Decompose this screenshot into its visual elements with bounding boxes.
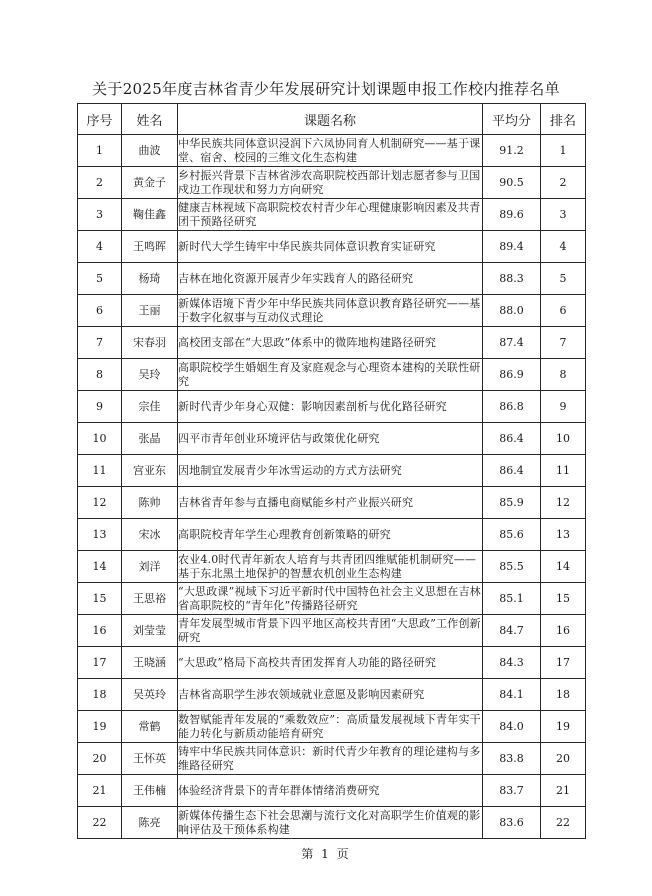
cell-topic: 新时代大学生铸牢中华民族共同体意识教育实证研究 (178, 231, 483, 263)
table-row (78, 679, 586, 711)
table-row (78, 647, 586, 679)
cell-topic: 吉林省青年参与直播电商赋能乡村产业振兴研究 (178, 487, 483, 519)
cell-rank: 5 (541, 263, 586, 295)
cell-no: 5 (78, 263, 122, 295)
cell-rank: 10 (541, 423, 586, 455)
cell-rank: 17 (541, 647, 586, 679)
cell-score: 85.6 (483, 519, 541, 551)
cell-score: 87.4 (483, 327, 541, 359)
table-row (78, 295, 586, 327)
cell-topic: 新媒体语境下青少年中华民族共同体意识教育路径研究——基于数字化叙事与互动仪式理论 (178, 295, 483, 327)
cell-rank: 7 (541, 327, 586, 359)
table-row (78, 743, 586, 775)
cell-name: 刘莹莹 (122, 615, 178, 647)
table-row (78, 807, 586, 839)
table-row (78, 519, 586, 551)
cell-rank: 21 (541, 775, 586, 807)
table-row (78, 167, 586, 199)
table-header-row (78, 104, 586, 135)
cell-no: 12 (78, 487, 122, 519)
cell-name: 宗佳 (122, 391, 178, 423)
header-rank: 排名 (541, 104, 586, 135)
cell-topic: 新媒体传播生态下社会思潮与流行文化对高职学生价值观的影响评估及干预体系构建 (178, 807, 483, 839)
cell-rank: 3 (541, 199, 586, 231)
table-body (78, 135, 586, 839)
cell-score: 88.0 (483, 295, 541, 327)
table-row (78, 263, 586, 295)
cell-score: 90.5 (483, 167, 541, 199)
cell-name: 陈亮 (122, 807, 178, 839)
cell-score: 84.3 (483, 647, 541, 679)
cell-score: 84.1 (483, 679, 541, 711)
cell-topic: 农业4.0时代青年新农人培育与共青团四维赋能机制研究——基于东北黑土地保护的智慧农机创业生态构建 (178, 551, 483, 583)
table-row (78, 775, 586, 807)
cell-name: 刘洋 (122, 551, 178, 583)
cell-score: 86.4 (483, 423, 541, 455)
cell-no: 3 (78, 199, 122, 231)
cell-rank: 1 (541, 135, 586, 167)
header-topic: 课题名称 (178, 104, 483, 135)
cell-topic: 铸牢中华民族共同体意识：新时代青少年教育的理论建构与多维路径研究 (178, 743, 483, 775)
table-row (78, 487, 586, 519)
cell-rank: 9 (541, 391, 586, 423)
cell-rank: 13 (541, 519, 586, 551)
header-name: 姓名 (122, 104, 178, 135)
cell-name: 陈帅 (122, 487, 178, 519)
cell-score: 85.5 (483, 551, 541, 583)
table-row (78, 135, 586, 167)
cell-no: 15 (78, 583, 122, 615)
cell-name: 宋冰 (122, 519, 178, 551)
cell-no: 21 (78, 775, 122, 807)
cell-name: 曲波 (122, 135, 178, 167)
cell-name: 黄金子 (122, 167, 178, 199)
cell-topic: 吉林在地化资源开展青少年实践育人的路径研究 (178, 263, 483, 295)
cell-no: 2 (78, 167, 122, 199)
cell-name: 王怀英 (122, 743, 178, 775)
cell-rank: 2 (541, 167, 586, 199)
cell-topic: 体验经济背景下的青年群体情绪消费研究 (178, 775, 483, 807)
table-row (78, 391, 586, 423)
cell-no: 20 (78, 743, 122, 775)
cell-score: 84.0 (483, 711, 541, 743)
cell-rank: 16 (541, 615, 586, 647)
cell-rank: 12 (541, 487, 586, 519)
cell-topic: 健康吉林视域下高职院校农村青少年心理健康影响因素及共青团干预路径研究 (178, 199, 483, 231)
cell-name: 吴英玲 (122, 679, 178, 711)
cell-topic: 新时代青少年身心双健：影响因素剖析与优化路径研究 (178, 391, 483, 423)
cell-name: 常鹤 (122, 711, 178, 743)
table-row (78, 199, 586, 231)
table-row (78, 359, 586, 391)
cell-score: 86.4 (483, 455, 541, 487)
cell-no: 18 (78, 679, 122, 711)
cell-no: 14 (78, 551, 122, 583)
document-title: 关于2025年度吉林省青少年发展研究计划课题申报工作校内推荐名单 (92, 80, 560, 98)
cell-rank: 15 (541, 583, 586, 615)
cell-score: 83.7 (483, 775, 541, 807)
page-number: 第 1 页 (301, 847, 351, 861)
cell-score: 91.2 (483, 135, 541, 167)
cell-no: 19 (78, 711, 122, 743)
cell-topic: 数智赋能青年发展的“乘数效应”：高质量发展视域下青年实干能力转化与新质动能培育研究 (178, 711, 483, 743)
table-row (78, 231, 586, 263)
cell-score: 83.8 (483, 743, 541, 775)
cell-no: 1 (78, 135, 122, 167)
cell-topic: 因地制宜发展青少年冰雪运动的方式方法研究 (178, 455, 483, 487)
cell-topic: 高职院校学生婚姻生育及家庭观念与心理资本建构的关联性研究 (178, 359, 483, 391)
cell-name: 王丽 (122, 295, 178, 327)
cell-no: 22 (78, 807, 122, 839)
recommendation-table (77, 103, 586, 839)
cell-name: 王晓涵 (122, 647, 178, 679)
header-score: 平均分 (483, 104, 541, 135)
table-row (78, 455, 586, 487)
table-row (78, 423, 586, 455)
cell-name: 鞠佳鑫 (122, 199, 178, 231)
cell-no: 16 (78, 615, 122, 647)
cell-no: 8 (78, 359, 122, 391)
cell-topic: 吉林省高职学生涉农领域就业意愿及影响因素研究 (178, 679, 483, 711)
cell-rank: 4 (541, 231, 586, 263)
table-row (78, 327, 586, 359)
cell-rank: 20 (541, 743, 586, 775)
cell-name: 张晶 (122, 423, 178, 455)
cell-topic: 高校团支部在“大思政”体系中的微阵地构建路径研究 (178, 327, 483, 359)
cell-score: 85.9 (483, 487, 541, 519)
cell-no: 7 (78, 327, 122, 359)
cell-rank: 14 (541, 551, 586, 583)
cell-no: 13 (78, 519, 122, 551)
cell-topic: 四平市青年创业环境评估与政策优化研究 (178, 423, 483, 455)
cell-score: 89.6 (483, 199, 541, 231)
cell-no: 10 (78, 423, 122, 455)
cell-topic: “大思政”格局下高校共青团发挥育人功能的路径研究 (178, 647, 483, 679)
cell-rank: 6 (541, 295, 586, 327)
cell-name: 杨琦 (122, 263, 178, 295)
table-row (78, 551, 586, 583)
cell-name: 宋春羽 (122, 327, 178, 359)
cell-topic: “大思政课”视域下习近平新时代中国特色社会主义思想在吉林省高职院校的“青年化”传播路径研究 (178, 583, 483, 615)
table-row (78, 583, 586, 615)
cell-no: 9 (78, 391, 122, 423)
cell-score: 86.9 (483, 359, 541, 391)
cell-score: 88.3 (483, 263, 541, 295)
cell-name: 王伟楠 (122, 775, 178, 807)
cell-rank: 19 (541, 711, 586, 743)
cell-score: 86.8 (483, 391, 541, 423)
cell-no: 6 (78, 295, 122, 327)
cell-topic: 中华民族共同体意识浸润下六凤协同育人机制研究——基于课堂、宿舍、校园的三维文化生态构建 (178, 135, 483, 167)
cell-topic: 乡村振兴背景下吉林省涉农高职院校西部计划志愿者参与卫国戍边工作现状和努力方向研究 (178, 167, 483, 199)
cell-no: 17 (78, 647, 122, 679)
cell-score: 83.6 (483, 807, 541, 839)
cell-topic: 青年发展型城市背景下四平地区高校共青团“大思政”工作创新研究 (178, 615, 483, 647)
cell-name: 王思裕 (122, 583, 178, 615)
cell-rank: 11 (541, 455, 586, 487)
cell-rank: 8 (541, 359, 586, 391)
cell-score: 89.4 (483, 231, 541, 263)
cell-name: 王鸣晖 (122, 231, 178, 263)
cell-rank: 22 (541, 807, 586, 839)
cell-no: 11 (78, 455, 122, 487)
table-row (78, 615, 586, 647)
table-row (78, 711, 586, 743)
cell-name: 吴玲 (122, 359, 178, 391)
cell-rank: 18 (541, 679, 586, 711)
cell-score: 84.7 (483, 615, 541, 647)
cell-no: 4 (78, 231, 122, 263)
cell-name: 宫亚东 (122, 455, 178, 487)
cell-score: 85.1 (483, 583, 541, 615)
cell-topic: 高职院校青年学生心理教育创新策略的研究 (178, 519, 483, 551)
header-no: 序号 (78, 104, 122, 135)
